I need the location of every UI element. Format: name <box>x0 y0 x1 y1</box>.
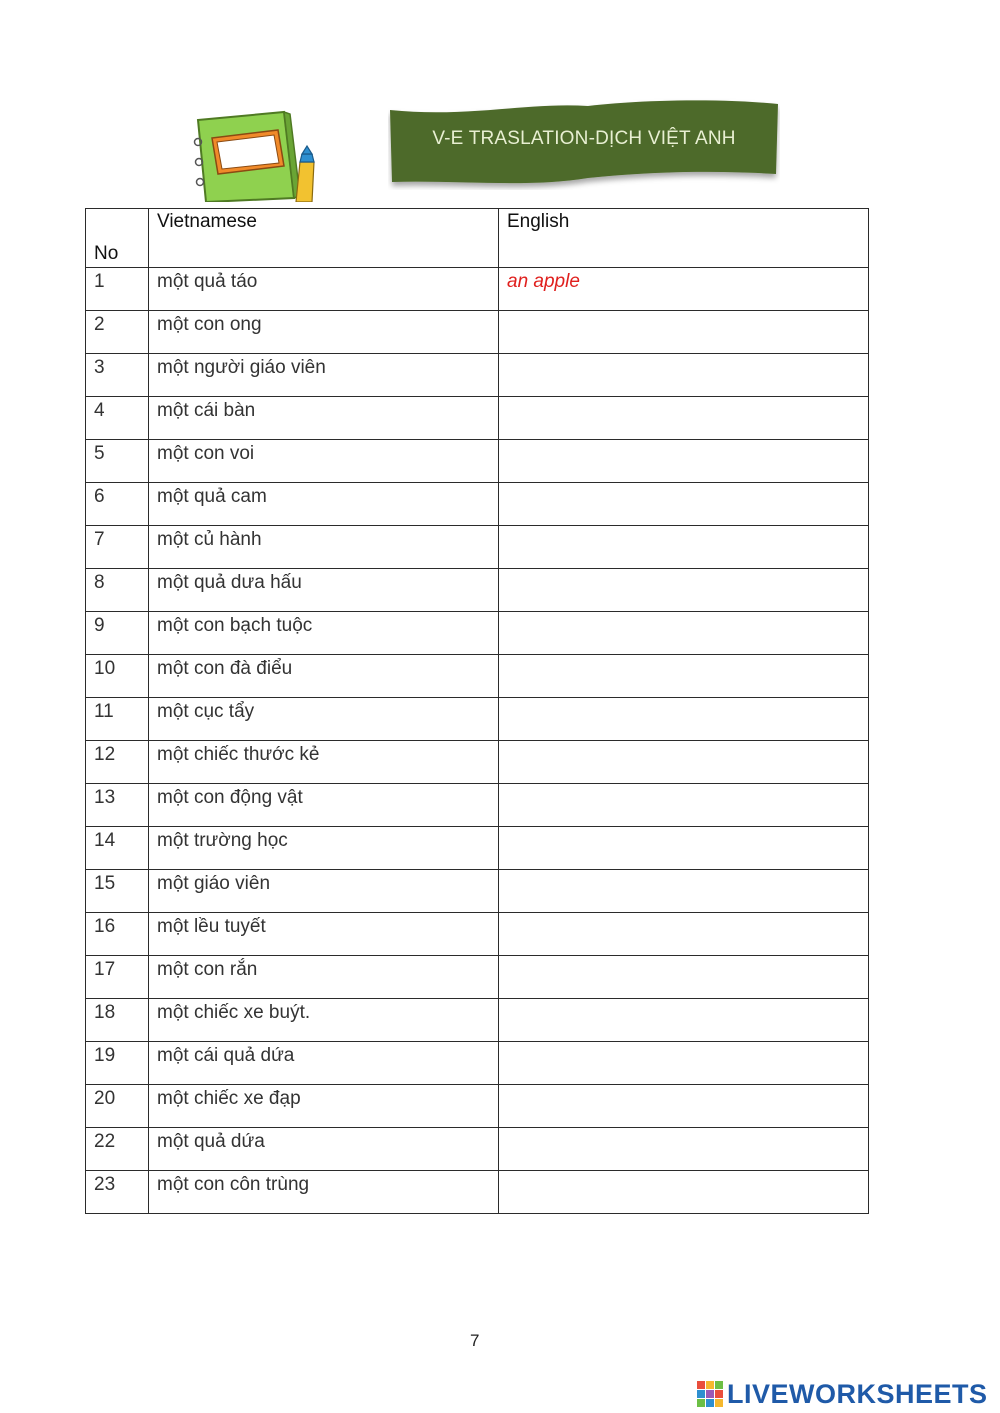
row-number: 3 <box>86 354 149 397</box>
row-number: 16 <box>86 913 149 956</box>
notebook-pencil-icon <box>186 110 326 202</box>
header-vietnamese: Vietnamese <box>149 209 499 268</box>
table-row <box>86 612 869 655</box>
vietnamese-cell: một con động vật <box>149 784 499 827</box>
english-answer-cell[interactable] <box>499 1171 869 1214</box>
vietnamese-cell: một con rắn <box>149 956 499 999</box>
vietnamese-cell: một cái bàn <box>149 397 499 440</box>
row-number: 10 <box>86 655 149 698</box>
english-answer-cell[interactable]: an apple <box>499 268 869 311</box>
page-number: 7 <box>470 1331 480 1350</box>
english-answer-cell[interactable] <box>499 698 869 741</box>
english-answer-cell[interactable] <box>499 354 869 397</box>
row-number: 20 <box>86 1085 149 1128</box>
english-answer-cell[interactable] <box>499 741 869 784</box>
table-header-row <box>86 209 869 268</box>
english-answer-cell[interactable] <box>499 1042 869 1085</box>
row-number: 22 <box>86 1128 149 1171</box>
row-number: 12 <box>86 741 149 784</box>
row-number: 17 <box>86 956 149 999</box>
vietnamese-cell: một chiếc xe đạp <box>149 1085 499 1128</box>
vietnamese-cell: một con voi <box>149 440 499 483</box>
vietnamese-cell: một trường học <box>149 827 499 870</box>
english-answer-cell[interactable] <box>499 397 869 440</box>
table-row <box>86 354 869 397</box>
table-row <box>86 1085 869 1128</box>
english-answer-cell[interactable] <box>499 311 869 354</box>
watermark-text: LIVEWORKSHEETS <box>727 1378 988 1409</box>
english-answer-cell[interactable] <box>499 483 869 526</box>
english-answer-cell[interactable] <box>499 1085 869 1128</box>
row-number: 19 <box>86 1042 149 1085</box>
table-row <box>86 569 869 612</box>
vietnamese-cell: một con côn trùng <box>149 1171 499 1214</box>
table-row <box>86 913 869 956</box>
header-english: English <box>499 209 869 268</box>
vietnamese-cell: một chiếc thước kẻ <box>149 741 499 784</box>
table-row <box>86 784 869 827</box>
english-answer-cell[interactable] <box>499 999 869 1042</box>
english-answer-cell[interactable] <box>499 870 869 913</box>
vietnamese-cell: một củ hành <box>149 526 499 569</box>
row-number: 9 <box>86 612 149 655</box>
english-answer-cell[interactable] <box>499 956 869 999</box>
english-answer-cell[interactable] <box>499 1128 869 1171</box>
row-number: 5 <box>86 440 149 483</box>
english-answer-cell[interactable] <box>499 526 869 569</box>
liveworksheets-logo-icon <box>697 1381 723 1407</box>
table-row <box>86 1042 869 1085</box>
vietnamese-cell: một người giáo viên <box>149 354 499 397</box>
table-row <box>86 1128 869 1171</box>
english-answer-cell[interactable] <box>499 612 869 655</box>
header-no: No <box>86 209 149 268</box>
english-answer-cell[interactable] <box>499 569 869 612</box>
table-row <box>86 397 869 440</box>
row-number: 7 <box>86 526 149 569</box>
translation-table <box>85 208 869 1214</box>
table-row <box>86 999 869 1042</box>
table-row <box>86 268 869 311</box>
table-row <box>86 1171 869 1214</box>
vietnamese-cell: một cục tẩy <box>149 698 499 741</box>
table-row <box>86 655 869 698</box>
vietnamese-cell: một con ong <box>149 311 499 354</box>
vietnamese-cell: một quả cam <box>149 483 499 526</box>
row-number: 14 <box>86 827 149 870</box>
table-row <box>86 526 869 569</box>
vietnamese-cell: một quả dứa <box>149 1128 499 1171</box>
vietnamese-cell: một con bạch tuộc <box>149 612 499 655</box>
row-number: 6 <box>86 483 149 526</box>
watermark <box>697 1376 988 1412</box>
table-row <box>86 956 869 999</box>
table-row <box>86 827 869 870</box>
row-number: 8 <box>86 569 149 612</box>
table-row <box>86 870 869 913</box>
table-row <box>86 440 869 483</box>
page-title: V-E TRASLATION-DỊCH VIỆT ANH <box>432 128 736 149</box>
row-number: 18 <box>86 999 149 1042</box>
english-answer-cell[interactable] <box>499 440 869 483</box>
row-number: 11 <box>86 698 149 741</box>
vietnamese-cell: một quả táo <box>149 268 499 311</box>
vietnamese-cell: một cái quả dứa <box>149 1042 499 1085</box>
row-number: 13 <box>86 784 149 827</box>
table-row <box>86 483 869 526</box>
vietnamese-cell: một con đà điểu <box>149 655 499 698</box>
english-answer-cell[interactable] <box>499 784 869 827</box>
english-answer-cell[interactable] <box>499 827 869 870</box>
table-row <box>86 698 869 741</box>
row-number: 1 <box>86 268 149 311</box>
vietnamese-cell: một quả dưa hấu <box>149 569 499 612</box>
vietnamese-cell: một lều tuyết <box>149 913 499 956</box>
vietnamese-cell: một chiếc xe buýt. <box>149 999 499 1042</box>
english-answer-cell[interactable] <box>499 655 869 698</box>
row-number: 4 <box>86 397 149 440</box>
table-row <box>86 311 869 354</box>
row-number: 23 <box>86 1171 149 1214</box>
row-number: 15 <box>86 870 149 913</box>
row-number: 2 <box>86 311 149 354</box>
table-row <box>86 741 869 784</box>
vietnamese-cell: một giáo viên <box>149 870 499 913</box>
english-answer-cell[interactable] <box>499 913 869 956</box>
